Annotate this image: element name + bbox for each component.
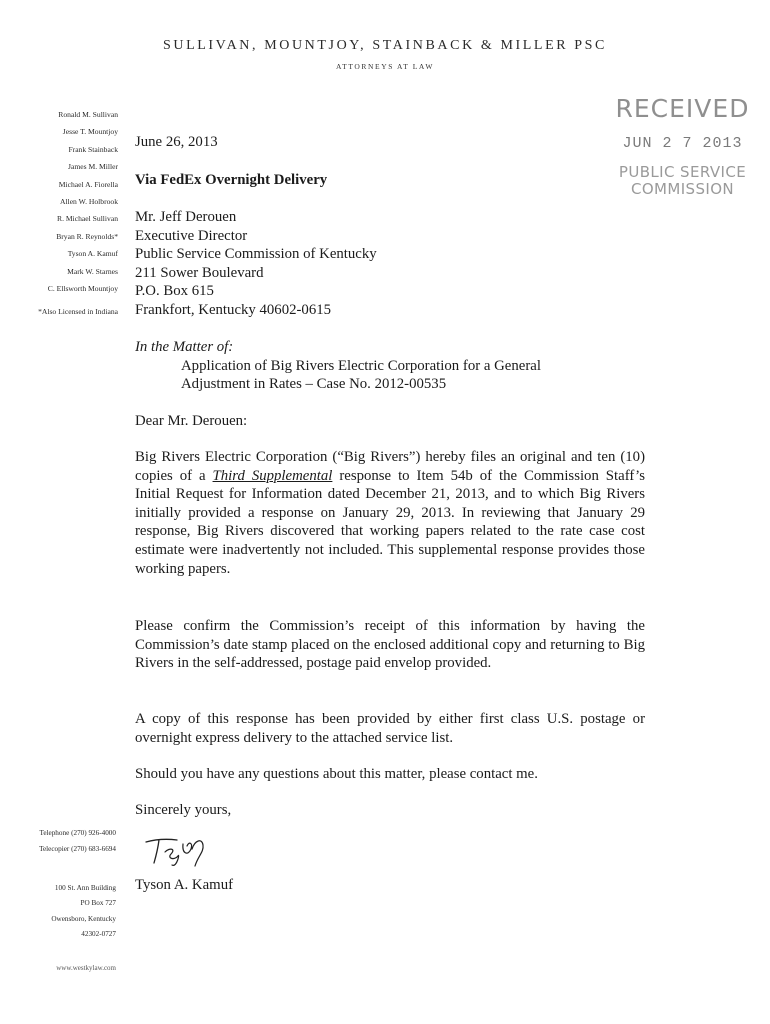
telephone: Telephone (270) 926-4000 <box>39 829 116 837</box>
received-stamp <box>605 94 760 198</box>
stamp-agency-line1: PUBLIC SERVICE <box>618 163 747 181</box>
paragraph-text: Big Rivers Electric Corporation (“Big Rivers”) hereby files an original and ten (10) copies of a <box>135 449 645 484</box>
matter-block <box>135 338 541 394</box>
recipient-line: Frankfort, Kentucky 40602-0615 <box>135 301 332 318</box>
address-line: PO Box 727 <box>80 899 116 908</box>
matter-intro: In the Matter of: <box>135 339 234 355</box>
paragraph-questions: Should you have any questions about this matter, please contact me. <box>135 766 538 782</box>
partner-name: Ronald M. Sullivan <box>58 110 118 119</box>
partner-name: James M. Miller <box>68 162 118 172</box>
address-line: Owensboro, Kentucky <box>51 914 116 923</box>
stamp-received: RECEIVED <box>615 94 750 123</box>
partner-name: Tyson A. Kamuf <box>67 249 118 259</box>
address-line: 100 St. Ann Building <box>54 884 116 892</box>
paragraph-confirm: Please confirm the Commission’s receipt of this information by having the Commission’s date stamp placed on the enclosed additional copy and returning to Big Rivers in the self-addressed, postage paid envelop provided. <box>135 618 645 672</box>
letter-date: June 26, 2013 <box>135 134 218 150</box>
telecopier: Telecopier (270) 683-6694 <box>39 844 116 853</box>
recipient-line: Mr. Jeff Derouen <box>135 209 237 225</box>
signature <box>143 832 213 870</box>
partner-name: Frank Stainback <box>68 144 118 154</box>
recipient-line: Public Service Commission of Kentucky <box>135 246 377 262</box>
paragraph-text: response to Item 54b of the Commission Staff’s Initial Request for Information dated December 21, 2013, and to which Big Rivers initially provided a response on January 29, 2013. In reviewing that January 29 response, Big Rivers discovered that working papers related to the rate case cost estimate were inadvertently not included. This supplemental response provides those working papers. <box>135 467 645 577</box>
stamp-date: JUN 2 7 2013 <box>622 135 743 152</box>
firm-subtitle: ATTORNEYS AT LAW <box>335 62 435 71</box>
partner-name: C. Ellsworth Mountjoy <box>47 284 118 294</box>
partner-name: Bryan R. Reynolds* <box>56 231 118 241</box>
recipient-line: P.O. Box 615 <box>135 283 214 299</box>
license-note: *Also Licensed in Indiana <box>38 307 118 316</box>
stamp-agency-line2: COMMISSION <box>630 180 735 198</box>
partner-list <box>0 106 118 297</box>
firm-name: SULLIVAN, MOUNTJOY, STAINBACK & MILLER PSC <box>163 38 607 53</box>
emphasized-text: Third Supplemental <box>212 467 333 484</box>
matter-title-line1: Application of Big Rivers Electric Corporation for a General <box>181 357 541 374</box>
partner-name: Jesse T. Mountjoy <box>62 127 118 137</box>
paragraph-filing <box>135 448 645 578</box>
contact-info <box>0 826 116 857</box>
recipient-line: 211 Sower Boulevard <box>135 264 264 281</box>
website: www.westkylaw.com <box>56 964 116 972</box>
partner-name: Michael A. Fiorella <box>58 179 118 189</box>
closing: Sincerely yours, <box>135 802 232 818</box>
recipient-line: Executive Director <box>135 227 248 244</box>
partner-name: R. Michael Sullivan <box>57 214 118 224</box>
paragraph-service: A copy of this response has been provided by either first class U.S. postage or overnight express delivery to the attached service list. <box>135 711 645 746</box>
partner-name: Allen W. Holbrook <box>59 197 118 207</box>
delivery-method: Via FedEx Overnight Delivery <box>135 172 328 188</box>
recipient-address <box>135 208 377 319</box>
partner-name: Mark W. Starnes <box>67 266 118 276</box>
firm-address <box>0 881 116 943</box>
address-line: 42302-0727 <box>81 930 116 939</box>
signer-name: Tyson A. Kamuf <box>135 877 234 893</box>
salutation: Dear Mr. Derouen: <box>135 413 248 429</box>
matter-title-line2: Adjustment in Rates – Case No. 2012-00535 <box>181 376 447 393</box>
